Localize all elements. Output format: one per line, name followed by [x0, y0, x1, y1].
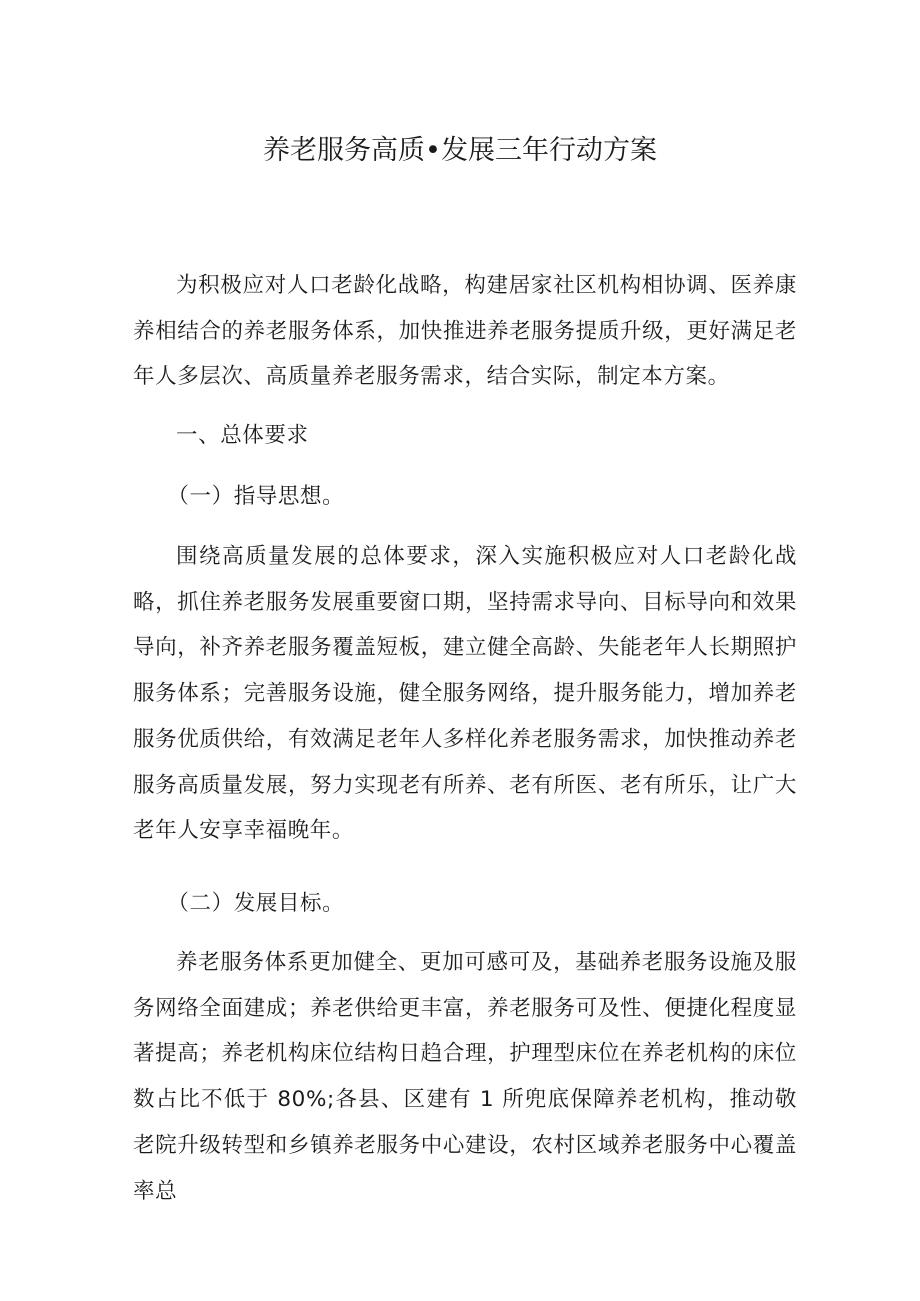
sub1-heading-block — [133, 474, 797, 520]
section1-block — [133, 413, 797, 459]
section-heading-overall-requirements: 一、总体要求 — [176, 423, 309, 448]
document-title: 养老服务高质•发展三年行动方案 — [263, 135, 657, 166]
subsection-heading-development-goals: （二）发展目标。 — [167, 891, 345, 916]
guiding-ideology-paragraph: 围绕高质量发展的总体要求，深入实施积极应对人口老龄化战略，抓住养老服务发展重要窗口期，坚持需求导向、目标导向和效果导向，补齐养老服务覆盖短板，建立健全高龄、失能老年人长期照护服务体系；完善服务设施，健全服务网络，提升服务能力，增加养老服务优质供给，有效满足老年人多样化养老服务需求，加快推动养老服务高质量发展，努力实现老有所养、老有所医、老有所乐，让广大老年人安享幸福晚年。 — [133, 544, 797, 844]
intro-block — [133, 263, 797, 400]
development-goals-paragraph: 养老服务体系更加健全、更加可感可及，基础养老服务设施及服务网络全面建成；养老供给更丰富，养老服务可及性、便捷化程度显著提高；养老机构床位结构日趋合理，护理型床位在养老机构的床位数占比不低于 80%;各县、区建有 1 所兜底保障养老机构，推动敬老院升级转型和乡镇养老服务中心建设，农村区域养老服务中心覆盖率总 — [133, 950, 797, 1204]
sub2-text-block — [133, 940, 797, 1214]
subsection-heading-guiding-ideology: （一）指导思想。 — [167, 484, 345, 509]
sub1-text-block — [133, 534, 797, 854]
intro-paragraph: 为积极应对人口老龄化战略，构建居家社区机构相协调、医养康养相结合的养老服务体系，加快推进养老服务提质升级，更好满足老年人多层次、高质量养老服务需求，结合实际，制定本方案。 — [133, 273, 797, 390]
sub2-heading-block — [133, 881, 797, 927]
